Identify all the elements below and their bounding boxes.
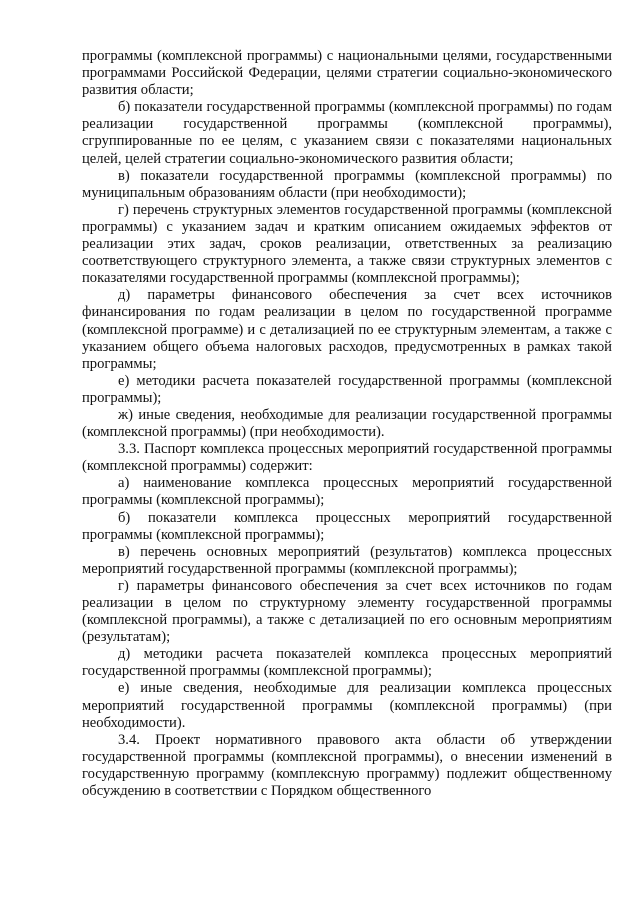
paragraph-3-3-item-e: е) иные сведения, необходимые для реализации комплекса процессных мероприятий государственной программы (комплексной программы) (при необходимости).	[82, 680, 612, 731]
paragraph-item-e-methods: е) методики расчета показателей государственной программы (комплексной программы);	[82, 372, 612, 406]
paragraph-3-3-item-d: д) методики расчета показателей комплекса процессных мероприятий государственной программы (комплексной программы);	[82, 646, 612, 680]
paragraph-section-3-3: 3.3. Паспорт комплекса процессных мероприятий государственной программы (комплексной программы) содержит:	[82, 441, 612, 475]
paragraph-item-g-structural-elements: г) перечень структурных элементов государственной программы (комплексной программы) с указанием задач и кратким описанием ожидаемых эффектов от реализации этих задач, сроков реализации, ответственных за реализацию соответствующего структурного элемента, а также связи структурных элементов с показателями государственной программы (комплексной программы);	[82, 201, 612, 287]
paragraph-section-3-4: 3.4. Проект нормативного правового акта области об утверждении государственной программы (комплексной программы), о внесении изменений в государственную программу (комплексную программу) подлежит общественному обсуждению в соответствии с Порядком общественного	[82, 731, 612, 800]
paragraph-3-3-item-v: в) перечень основных мероприятий (результатов) комплекса процессных мероприятий государственной программы (комплексной программы);	[82, 543, 612, 577]
paragraph-continuation: программы (комплексной программы) с национальными целями, государственными программами Российской Федерации, целями стратегии социально-экономического развития области;	[82, 48, 612, 99]
paragraph-3-3-item-b: б) показатели комплекса процессных мероприятий государственной программы (комплексной программы);	[82, 509, 612, 543]
document-text-body	[82, 48, 612, 800]
paragraph-item-b-indicators: б) показатели государственной программы (комплексной программы) по годам реализации государственной программы (комплексной программы), сгруппированные по ее целям, с указанием связи с показателями национальных целей, целей стратегии социально-экономического развития области;	[82, 99, 612, 167]
paragraph-item-v-municipal-indicators: в) показатели государственной программы (комплексной программы) по муниципальным образованиям области (при необходимости);	[82, 167, 612, 201]
paragraph-3-3-item-g: г) параметры финансового обеспечения за счет всех источников по годам реализации в целом по структурному элементу государственной программы (комплексной программы), а также с детализацией по его основным мероприятиям (результатам);	[82, 577, 612, 646]
paragraph-item-d-financing: д) параметры финансового обеспечения за счет всех источников финансирования по годам реализации в целом по государственной программе (комплексной программе) и с детализацией по ее структурным элементам, а также с указанием общего объема налоговых расходов, предусмотренных в рамках такой программы;	[82, 287, 612, 372]
paragraph-item-zh-other-info: ж) иные сведения, необходимые для реализации государственной программы (комплексной программы) (при необходимости).	[82, 406, 612, 441]
paragraph-3-3-item-a: а) наименование комплекса процессных мероприятий государственной программы (комплексной программы);	[82, 475, 612, 509]
